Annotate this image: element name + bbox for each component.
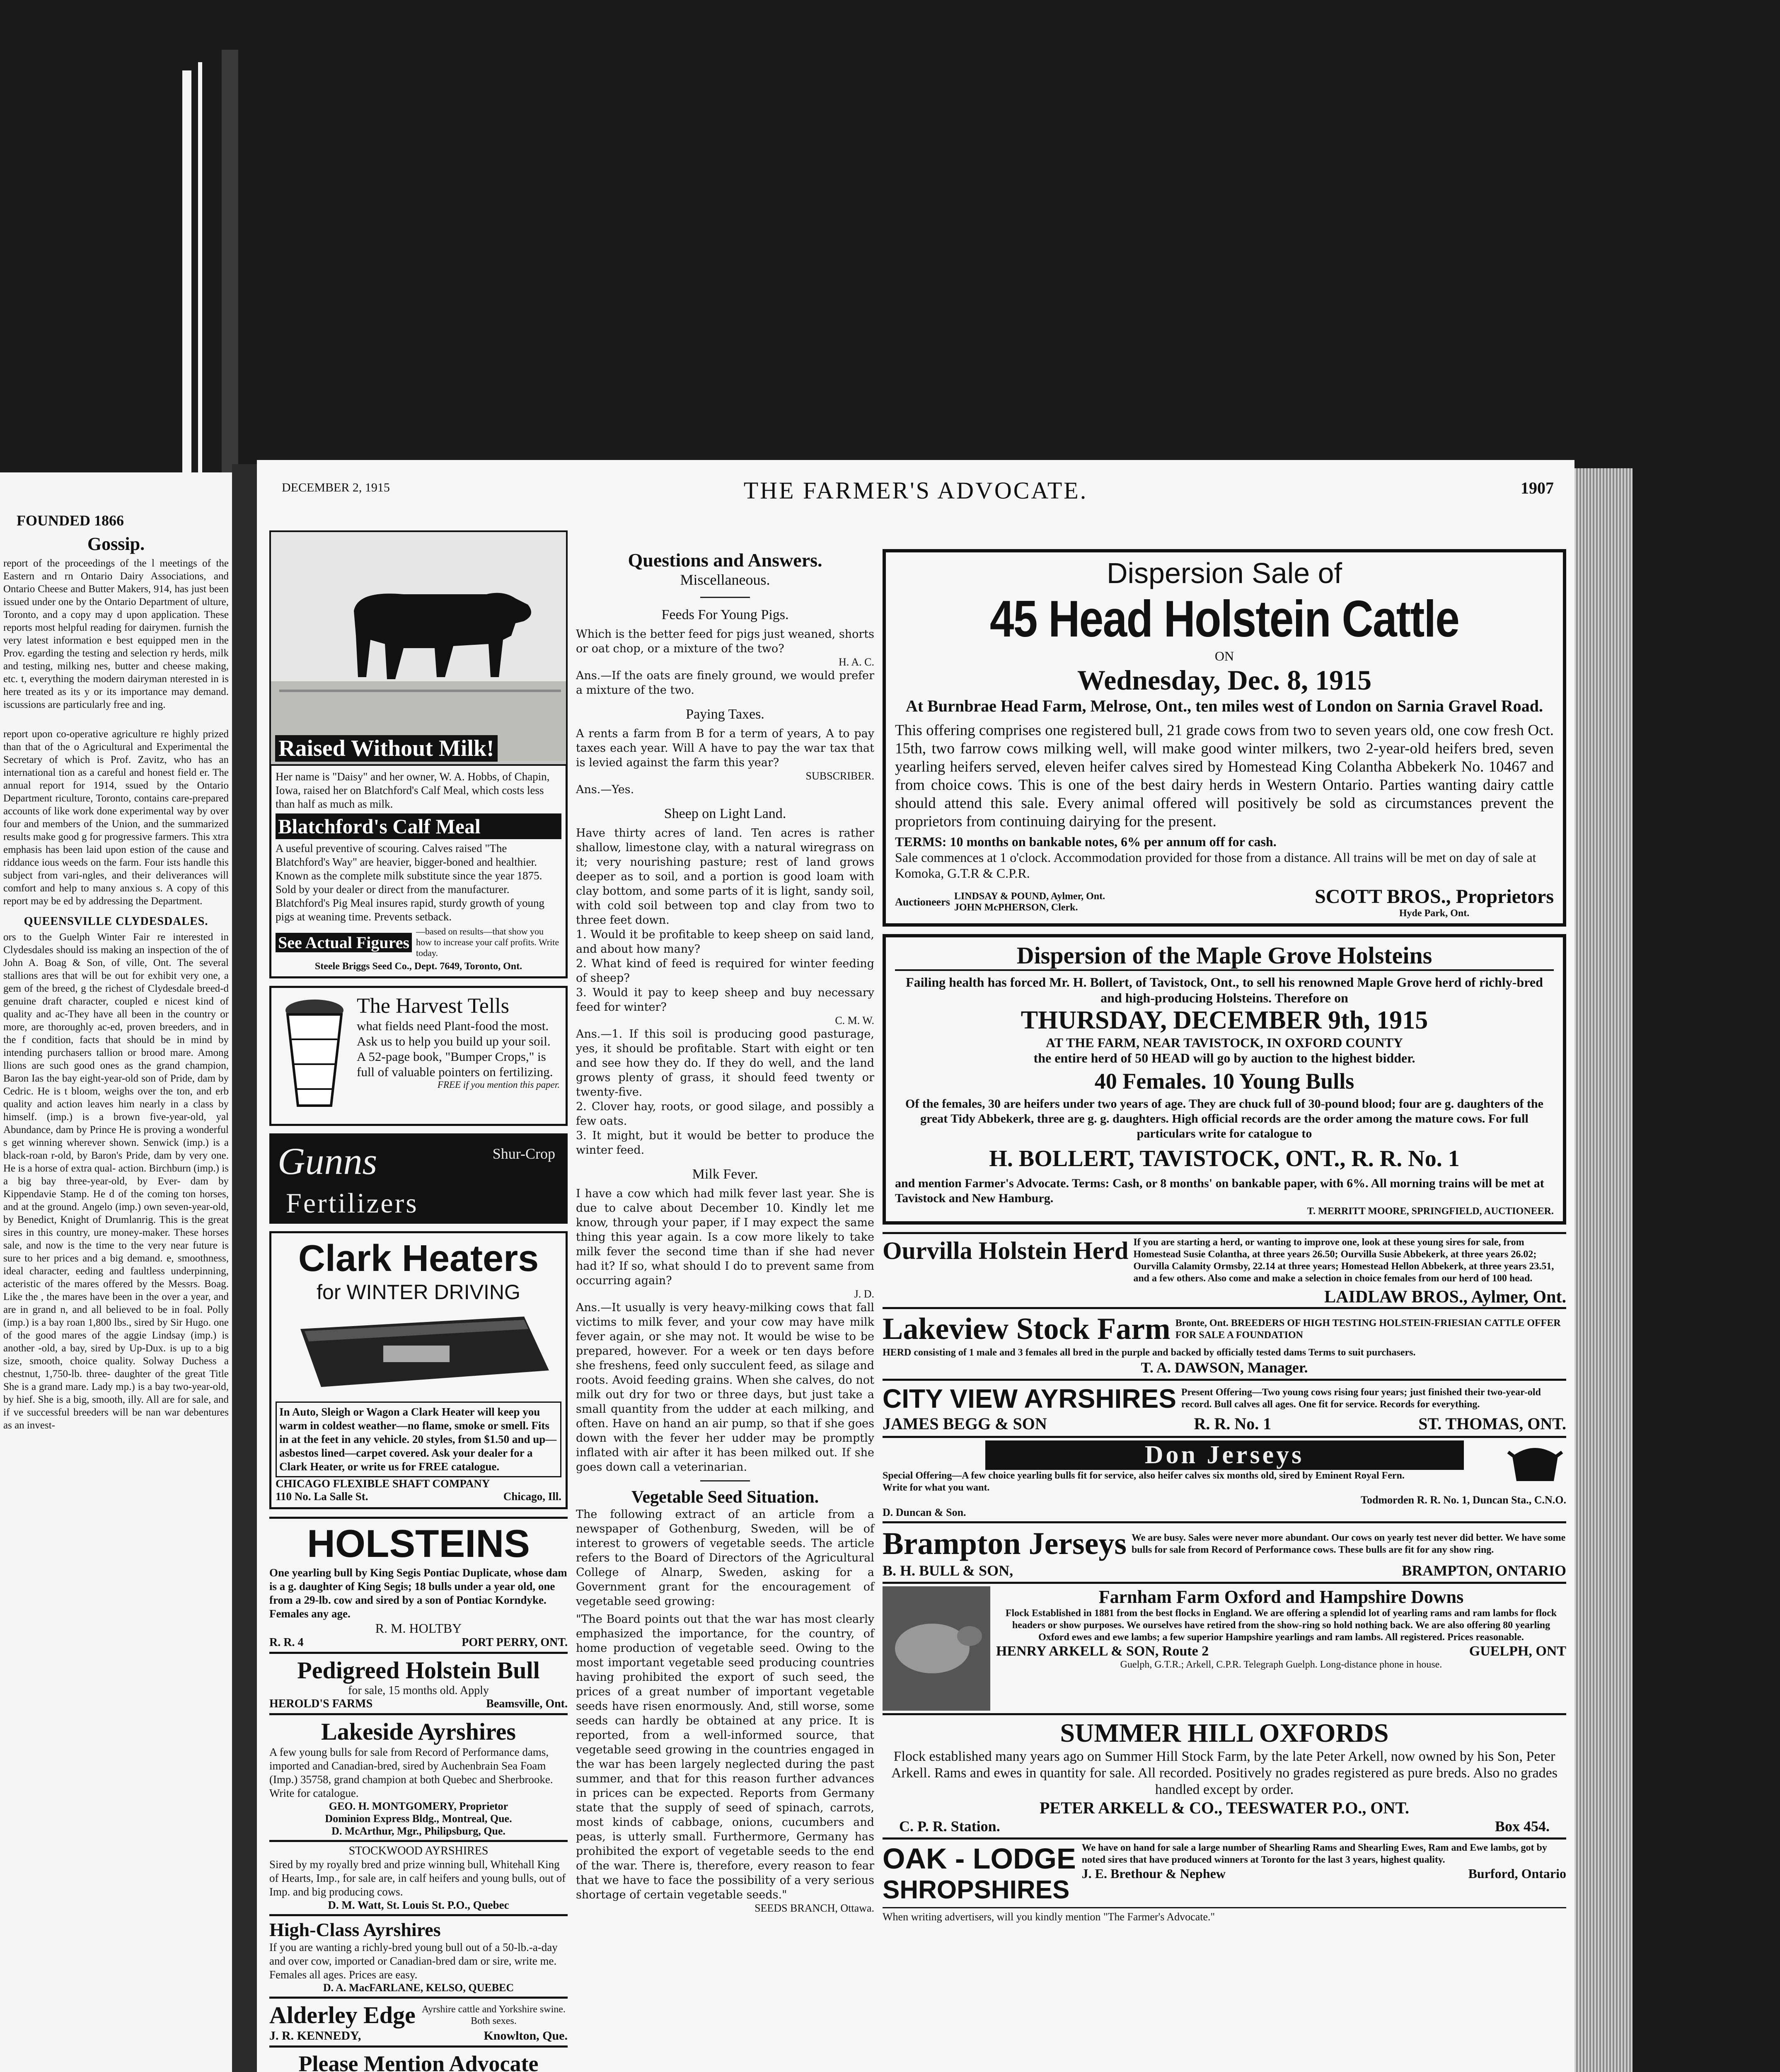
holtby-town: PORT PERRY, ONT.: [462, 1636, 568, 1649]
ourvilla-ad: [883, 1232, 1566, 1287]
summerhill-rail: C. P. R. Station.: [899, 1818, 1000, 1835]
don-text: Special Offering—A few choice yearling bulls fit for service, also heifer calves six months old, sired by Eminent Royal Fern. Write for what you want.: [883, 1470, 1405, 1493]
dispersion-big: 45 Head Holstein Cattle: [989, 591, 1459, 648]
stockwood-text: Sired by my royally bred and prize winning bull, Whitehall King of Hearts, Imp., for sale are, in calf heifers and young bulls, out of Imp. and big producing cows.: [269, 1858, 566, 1898]
maple-females: 40 Females. 10 Young Bulls: [1094, 1069, 1354, 1094]
burnbrae-sale-ad: [883, 549, 1566, 927]
harvest-text: what fields need Plant-food the most. Ask us to help you build up your soil. A 52-page book, "Bumper Crops," is full of valuable pointers on fertilizing.: [357, 1019, 553, 1079]
q1-heading: Feeds For Young Pigs.: [661, 607, 789, 622]
q1-signature: H. A. C.: [839, 656, 874, 668]
gunns-word: Fertilizers: [286, 1187, 418, 1219]
q1-answer: Ans.—If the oats are finely ground, we would prefer a mixture of the two.: [576, 669, 874, 697]
alderley-side: Ayrshire cattle and Yorkshire swine. Both sexes.: [421, 2004, 566, 2026]
q3-answer: 2. Clover hay, roots, or good silage, and possibly a few oats.: [576, 1100, 874, 1128]
left-page: [0, 472, 232, 2072]
don-address: Todmorden R. R. No. 1, Duncan Sta., C.N.O.: [1361, 1494, 1566, 1506]
dispersion-top: Dispersion Sale of: [1106, 557, 1342, 589]
lakeview-manager: T. A. DAWSON, Manager.: [1141, 1359, 1308, 1376]
holsteins-title: HOLSTEINS: [307, 1522, 530, 1565]
dispersion-text: This offering comprises one registered bull, 21 grade cows from two to seven years old, one cow fresh Oct. 15th, two farrow cows milking well, will make good winter milkers, two 2-year-old heifers bred, seven yearling heifers served, eleven heifer calves sired by Homestead King Colantha Abbekerk No. 10467 and from choice cows. This is one of the best dairy herds in Western Ontario. Parties wanting dairy cattle should attend this sale. Every animal offered will positively be sold as circumstances prevent the proprietors from continuing dairying for the present.: [895, 722, 1554, 830]
maple-text: Of the females, 30 are heifers under two years of age. They are chuck full of 30-pound blood; four are g. daughters of the great Tidy Abbekerk, three are g. g. daughters. High official records are the order among the mature cows. For full particulars write for catalogue to: [905, 1097, 1543, 1140]
cityview-text: Present Offering—Two young cows rising four years; just finished their two-year-old record. Bull calves all ages. One fit for service. Records for everything.: [1181, 1387, 1541, 1410]
mention-advocate: Please Mention Advocate: [269, 2045, 568, 2072]
qa-title: Questions and Answers.: [628, 549, 822, 571]
highclass-text: If you are wanting a richly-bred young bull out of a 50-lb.-a-day and over cow, imported or Canadian-bred dam or sire, write me. Females all ages. Prices are easy.: [269, 1941, 558, 1981]
stockwood-owner: D. M. Watt, St. Louis St. P.O., Quebec: [328, 1899, 509, 1911]
lakeview-text: HERD consisting of 1 male and 3 females all bred in the purple and backed by officially tested dams Terms to suit purchasers.: [883, 1347, 1416, 1358]
gunns-ad: [269, 1133, 568, 1224]
cityview-town: ST. THOMAS, ONT.: [1418, 1414, 1566, 1433]
ourvilla-owner: LAIDLAW BROS., Aylmer, Ont.: [1324, 1288, 1566, 1307]
alderley-title: Alderley Edge: [269, 2002, 416, 2028]
dispersion-terms: TERMS: 10 months on bankable notes, 6% per annum off for cash.: [895, 834, 1277, 849]
ads-column-left: [269, 530, 568, 2072]
farnham-ad: [883, 1582, 1566, 1713]
scott-town: Hyde Park, Ont.: [1399, 908, 1470, 919]
q4-text: I have a cow which had milk fever last year. She is due to calve about December 10. Kindly let me know, through your paper, if I may expect the same thing this year again. Is a cow more likely to take milk fever the second time than if she had never had it? If so, what should I do to prevent same from occurring again?: [576, 1187, 874, 1287]
ads-column-right: [883, 549, 1566, 2072]
q2-answer: Ans.—Yes.: [576, 783, 634, 796]
alderley-ad: [269, 1997, 568, 2045]
stockwood-ad: [269, 1840, 568, 1914]
publication-title: THE FARMER'S ADVOCATE.: [743, 477, 1088, 504]
pedigreed-farm: HEROLD'S FARMS: [269, 1697, 373, 1710]
maple-intro: Failing health has forced Mr. H. Bollert, of Tavistock, Ont., to sell his renowned Maple Grove herd of richly-bred and high-producing Holsteins. Therefore on: [906, 975, 1543, 1005]
q1-text: Which is the better feed for pigs just weaned, shorts or oat chop, or a mixture of the two?: [576, 628, 874, 655]
harvest-free: FREE if you mention this paper.: [437, 1080, 560, 1090]
highclass-owner: D. A. MacFARLANE, KELSO, QUEBEC: [323, 1982, 514, 1994]
don-jerseys-ad: [883, 1436, 1566, 1521]
footer-note: When writing advertisers, will you kindly mention "The Farmer's Advocate.": [883, 1907, 1566, 1923]
brampton-owner: B. H. BULL & SON,: [883, 1562, 1013, 1579]
q3-text: Have thirty acres of land. Ten acres is rather shallow, limestone clay, with a natural wiregrass on it; very nourishing pasture; rest of land grows deeper as to soil, and a portion is good loam with clay bottom, and some parts of it is light, sandy soil, with cold soil between top and clay from two to three feet down.: [576, 827, 874, 927]
divider: [700, 597, 750, 598]
summerhill-ad: [883, 1713, 1566, 1837]
maple-terms: and mention Farmer's Advocate. Terms: Cash, or 8 months' on bankable paper, with 6%. All morning trains will be met at Tavistock and New Hamburg.: [895, 1176, 1544, 1205]
q4-heading: Milk Fever.: [692, 1167, 758, 1182]
summerhill-title: SUMMER HILL OXFORDS: [1060, 1718, 1389, 1748]
lakeside-manager: D. McArthur, Mgr., Philipsburg, Que.: [331, 1825, 505, 1837]
q3-answer: Ans.—1. If this soil is producing good pasturage, yes, it should be profitable. Start with eight or ten and see how they do. If they do well, and the land grows plenty of grass, it should feed twenty or twenty-five.: [576, 1028, 874, 1099]
issue-date: DECEMBER 2, 1915: [282, 481, 390, 494]
clark-text: In Auto, Sleigh or Wagon a Clark Heater will keep you warm in coldest weather—no flame, smoke or smell. Fits in at the feet in any vehicle. 20 styles, from $1.50 and up—asbestos lined—carpet covered. Ask your dealer for a Clark Heater, or write us for FREE catalogue.: [276, 1402, 561, 1477]
farnham-owner: HENRY ARKELL & SON, Route 2: [996, 1644, 1209, 1659]
q4-signature: J. D.: [854, 1288, 874, 1300]
clark-city: Chicago, Ill.: [503, 1490, 561, 1503]
stockwood-title: STOCKWOOD AYRSHIRES: [348, 1844, 489, 1857]
maple-place: AT THE FARM, NEAR TAVISTOCK, IN OXFORD COUNTY: [1045, 1035, 1403, 1050]
clydesdales-title: QUEENSVILLE CLYDESDALES.: [24, 915, 208, 928]
farnham-town: GUELPH, ONT: [1469, 1644, 1566, 1659]
highclass-ad: [269, 1914, 568, 1997]
q3-heading: Sheep on Light Land.: [664, 806, 786, 821]
q4-answer: Ans.—It usually is very heavy-milking cows that fall victims to milk fever, and your cow may have milk fever again, or she may not. It would be wise to be prepared, however. For a week or ten days before she freshens, feed only succulent feed, as silage and roots. Avoid feeding grains. When she calves, do not milk out dry for two or three days, but just take a small quantity from the udder at each milking, and often. Have on hand an air pump, so that if she goes down with the fever her udder may be promptly inflated with air after it has been milked out. If she goes down call a veterinarian.: [576, 1301, 874, 1474]
oaklodge-text: We have on hand for sale a large number of Shearling Rams and Shearling Ewes, Ram and Ewe lambs, got by noted sires that have produced winners at Toronto for the last 3 years, highest quality.: [1081, 1842, 1547, 1865]
q3-item: 1. Would it be profitable to keep sheep on said land, and about how many?: [576, 928, 874, 956]
dispersion-place: At Burnbrae Head Farm, Melrose, Ont., ten miles west of London on Sarnia Gravel Road.: [905, 697, 1543, 715]
lakeview-title: Lakeview Stock Farm: [883, 1312, 1171, 1346]
farnham-rail: Guelph, G.T.R.; Arkell, C.P.R. Telegraph Guelph. Long-distance phone in house.: [1120, 1659, 1442, 1670]
q2-heading: Paying Taxes.: [686, 707, 764, 722]
oaklodge-owner: J. E. Brethour & Nephew: [1081, 1866, 1226, 1881]
oaklodge-title2: SHROPSHIRES: [883, 1876, 1070, 1904]
clark-sub: for WINTER DRIVING: [317, 1280, 520, 1304]
q3-item: 2. What kind of feed is required for winter feeding of sheep?: [576, 957, 874, 985]
clark-ad: [269, 1231, 568, 1509]
cityview-ad: [883, 1379, 1566, 1436]
maple-herd: the entire herd of 50 HEAD will go by auction to the highest bidder.: [1033, 1051, 1415, 1065]
oaklodge-title1: OAK - LODGE: [883, 1842, 1076, 1875]
maple-title: Dispersion of the Maple Grove Holsteins: [895, 942, 1554, 971]
questions-column: [576, 549, 874, 2072]
q2-text: A rents a farm from B for a term of years, A to pay taxes each year. Will A have to pay the war tax that is levied against the farm this year?: [576, 727, 874, 769]
brampton-ad: [883, 1521, 1566, 1582]
alderley-town: Knowlton, Que.: [484, 2029, 568, 2043]
auctioneers-names: LINDSAY & POUND, Aylmer, Ont.: [954, 891, 1105, 902]
q3-signature: C. M. W.: [835, 1014, 874, 1026]
maple-grove-ad: [883, 934, 1566, 1225]
auctioneers-clerk: JOHN McPHERSON, Clerk.: [954, 902, 1078, 913]
pedigreed-ad: [269, 1652, 568, 1713]
sheep-illustration: [883, 1586, 990, 1711]
veg-quote: "The Board points out that the war has most clearly emphasized the importance, for the country, of home production of vegetable seed. Owing to the most important vegetable seed producing countries having prohibited the export of such seed, the prices of a great number of important vegetable seeds have risen enormously. And, still worse, some seeds can hardly be obtained at any price. It is reported, from a well-informed source, that vegetable seed growing in the countries engaged in the war has been largely neglected during the past summer, and that for this reason further advances in prices can be expected. Reports from Germany state that the supply of seed of spinach, carrots, most kinds of cabbage, onions, cucumbers and peas, is utterly small. Furthermore, Germany has prohibited the export of vegetable seeds to the end of the war. There is, therefore, every reason to fear that we have to face the possibility of a very serious shortage of certain vegetable seeds.": [576, 1613, 874, 1901]
farnham-text: Flock Established in 1881 from the best flocks in England. We are offering a splendid lot of yearling rams and ram lambs for flock headers or show purposes. We ourselves have retired from the show-ring so hold nothing back. We are also offering 80 yearling Oxford ewes and ewe lambs; a few superior Hampshire yearlings and ram lambs. All registered. Prices reasonable.: [1005, 1608, 1557, 1643]
qa-subtitle: Miscellaneous.: [680, 571, 770, 588]
pedigreed-text: for sale, 15 months old. Apply: [348, 1684, 489, 1697]
gunns-script: Gunns: [278, 1140, 377, 1182]
dispersion-date: Wednesday, Dec. 8, 1915: [1077, 664, 1372, 696]
don-owner: D. Duncan & Son.: [883, 1506, 966, 1518]
alderley-owner: J. R. KENNEDY,: [269, 2029, 361, 2043]
bull-head-icon: [1504, 1440, 1566, 1489]
highclass-title: High-Class Ayrshires: [269, 1919, 441, 1940]
milk-text: Her name is "Daisy" and her owner, W. A. Hobbs, of Chapin, Iowa, raised her on Blatchford's Calf Meal, which costs less than half as much as milk.: [276, 770, 550, 810]
holtby-rr: R. R. 4: [269, 1636, 304, 1649]
report-text: report upon co-operative agriculture re highly prized than that of the o Agricultural and Experimental the Secretary of which is Prof. Zavitz, who has an international tion as a careful and honest field er. The annual report for 1914, ssued by the Ontario Department riculture, Toronto, contains care-prepared accounts of like work done experimental way by over four and members of the Union, and the summarized results make good g for progressive farmers. This xtra emphasis has been laid upon estion of the cause and riddance ious weeds on the farm. Four ists handle this subject from vari-ngles, and their deliverances will comfort and help to many anxious s. A copy of this report may be ed by addressing the Department.: [3, 729, 229, 907]
lakeside-text: A few young bulls for sale from Record of Performance dams, imported and Canadian-bred, sired by Auchenbrain Sea Foam (Imp.) 35758, grand champion at both Quebec and Sherbrooke. Write for catalogue.: [269, 1746, 553, 1799]
see-figures-side: —based on results—that show you how to increase your calf profits. Write today.: [416, 926, 559, 958]
brampton-text: We are busy. Sales were never more abundant. Our cows on yearly test never did better. We have some bulls for sale from Record of Performance cows. These bulls are fit for any show ring.: [1131, 1532, 1566, 1555]
heater-illustration: [276, 1304, 561, 1399]
clark-address: 110 No. La Salle St.: [276, 1490, 368, 1503]
clark-company: CHICAGO FLEXIBLE SHAFT COMPANY: [276, 1477, 490, 1490]
dispersion-on: ON: [1214, 649, 1234, 663]
q3-answer: 3. It might, but it would be better to produce the winter feed.: [576, 1129, 874, 1157]
calf-meal-title: Blatchford's Calf Meal: [276, 813, 561, 839]
don-title: Don Jerseys: [985, 1440, 1464, 1470]
lakeside-owner: GEO. H. MONTGOMERY, Proprietor: [329, 1800, 508, 1812]
oaklodge-ad: [883, 1837, 1566, 1907]
harvest-ad: [269, 986, 568, 1126]
holsteins-text: One yearling bull by King Segis Pontiac Duplicate, whose dam is a g. daughter of King Segis; 18 bulls under a year old, one from a 29-lb. cow and sired by a son of Pontiac Korndyke. Females any age.: [269, 1566, 567, 1620]
brampton-title: Brampton Jerseys: [883, 1526, 1127, 1561]
summerhill-owner: PETER ARKELL & CO., TEESWATER P.O., ONT.: [1039, 1798, 1410, 1817]
ourvilla-title: Ourvilla Holstein Herd: [883, 1237, 1129, 1264]
page-edge: [1574, 468, 1632, 2072]
holtby-ad: [269, 1517, 568, 1652]
cityview-rr: R. R. No. 1: [1194, 1414, 1272, 1433]
pedigreed-title: Pedigreed Holstein Bull: [297, 1657, 540, 1684]
gutter: [232, 464, 257, 2072]
cityview-title: CITY VIEW AYRSHIRES: [883, 1384, 1176, 1414]
summerhill-box: Box 454.: [1495, 1818, 1550, 1835]
see-figures: See Actual Figures: [276, 933, 412, 952]
harvest-title: The Harvest Tells: [357, 994, 509, 1018]
milk-headline: Raised Without Milk!: [275, 735, 498, 762]
cityview-owner: JAMES BEGG & SON: [883, 1414, 1047, 1433]
veg-signature: SEEDS BRANCH, Ottawa.: [755, 1902, 874, 1914]
brampton-town: BRAMPTON, ONTARIO: [1402, 1562, 1566, 1579]
q2-signature: SUBSCRIBER.: [805, 770, 874, 782]
veg-text: The following extract of an article from a newspaper of Gothenburg, Sweden, will be of interest to growers of vegetable seeds. The article refers to the Board of Directors of the Agricultural College of Alnarp, Sweden, asking for a Government grant for the encouragement of vegetable seed growing:: [576, 1508, 874, 1608]
main-page: [257, 460, 1574, 2072]
clydesdales-text: ors to the Guelph Winter Fair re interested in Clydesdales should iss making an inspection of the of John A. Boag & Son, of ville, Ont. The several stallions ares that will be out for exhibit very one, a gem of the breed, g the richest of Clydesdale breed-d genuine draft character, coupled e nicest kind of quality and ac-They have all been in the country or more, are thoroughly ac-ed, proven breeders, and in the f condition, facts that should be in mind by intending purchasers tallion or brood mare. Among llions are such good ones as the grand champion, Baron Ias the bay eight-year-old son of Pride, dam by Cedric. He is t bloom, weighs over the ton, and erb quality and action leaves him nearly in a class by himself. (imp.) is a brown five-year-old, yal Abundance, dam by Prince He is proving a wonderful s get winning wherever shown. Senwick (imp.) is a black-roan r-old, by Baron's Pride, dam by very one. He is a horse of extra qual- action. Birchburn (imp.) is a big bay three-year-old, by Ever- dam by Kippendavie Stamp. He d of the coming ton horses, and at the ground. Angelo (imp.) own seven-year-old, by Benedict, Knight of Drumlanrig. This is the great sires in this country, ure money-maker. These horses sale, and now is the time to the very near future is sure to her prices and a big demand. e, smoothness, ideal character, eeding and faultless underpinning, acteristic of the mares offered by the Messrs. Boag. Like the , the mares have been in the over a year, and are in grand n, and all believed to be in foal. Polly (imp.) is a bay roan 1,800 lbs., sired by Sir Hugo. one of the good mares of the aggie Lindsay (imp.) is another -old, a bay, sired by Up-Dux. is up to a big size, smooth, choice quality. Solway Duchess a chestnut, 1,750-lb. three- daughter of the great Title She is a grand mare. Lady mp.) is a bay two-year-old, by hief. She is a big, smooth, illy. All are for sale, and if ve successful breeders will be nan war debentures as an invest-: [3, 932, 229, 1431]
maple-contact: H. BOLLERT, TAVISTOCK, ONT., R. R. No. 1: [989, 1146, 1460, 1172]
gunns-side: Shur-Crop: [492, 1145, 555, 1162]
scott-bros: SCOTT BROS., Proprietors: [1315, 886, 1554, 908]
farnham-title: Farnham Farm Oxford and Hampshire Downs: [1098, 1587, 1464, 1607]
q3-item: 3. Would it pay to keep sheep and buy necessary feed for winter?: [576, 986, 874, 1014]
cow-illustration: [271, 532, 566, 761]
summerhill-text: Flock established many years ago on Summer Hill Stock Farm, by the late Peter Arkell, now owned by his Son, Peter Arkell. Rams and ewes in quantity for sale. All recorded. Positively no grades registered as pure breds. Also no grades handled except by order.: [891, 1749, 1558, 1797]
gossip-text: report of the proceedings of the l meetings of the Eastern and rn Ontario Dairy Associations, and Ontario Cheese and Butter Makers, 914, has just been issued under one by the Ontario Department of ulture, Toronto, and a copy may d upon application. These reports most helpful reading for dairymen. furnish the very latest information e best equipped men in the Prov. egarding the testing and selection ry herds, milk and testing, milking nes, butter and cheese making, etc. t, everything the modern dairyman nterested in is here treated as its y or its importance may demand. iscussions are particularly free and ing.: [3, 558, 229, 710]
maple-date: THURSDAY, DECEMBER 9th, 1915: [1021, 1006, 1428, 1034]
calf-ad-image: [269, 530, 568, 766]
calf-meal-ad: [269, 766, 568, 978]
holtby-name: R. M. HOLTBY: [375, 1621, 462, 1636]
veg-heading: Vegetable Seed Situation.: [631, 1488, 819, 1507]
basket-icon: [277, 994, 352, 1118]
ourvilla-text: If you are starting a herd, or wanting to improve one, look at these young sires for sale, from Homestead Susie Colantha, at three years 26.50; Ourvilla Susie Abbekerk, at three years 26.02; Ourvilla Calamity Ormsby, 22.14 at three years; Homestead Hellon Abbekerk, at three years 23.51, and a few others. Also come and make a selection in choice females from our herd of 100 head.: [1133, 1237, 1554, 1284]
page-number: 1907: [1521, 479, 1554, 497]
gossip-title: Gossip.: [87, 534, 145, 554]
clark-title: Clark Heaters: [298, 1238, 539, 1279]
lakeside-title: Lakeside Ayrshires: [321, 1718, 516, 1745]
page-header: [257, 460, 1574, 504]
dispersion-sale: Sale commences at 1 o'clock. Accommodation provided for those from a distance. All trains will be met on day of sale at Komoka, G.T.R & C.P.R.: [895, 850, 1536, 881]
calf-meal-text: A useful preventive of scouring. Calves raised "The Blatchford's Way" are heavier, bigger-boned and healthier. Known as the complete milk substitute since the year 1875. Sold by your dealer or direct from the manufacturer. Blatchford's Pig Meal insures rapid, sturdy growth of young pigs at weaning time. Prevents setback.: [276, 842, 545, 923]
divider: [700, 1480, 750, 1481]
pedigreed-town: Beamsville, Ont.: [486, 1697, 568, 1710]
lakeside-building: Dominion Express Bldg., Montreal, Que.: [325, 1813, 512, 1825]
left-folio: FOUNDED 1866: [17, 512, 124, 529]
lakeside-ad: [269, 1713, 568, 1840]
lakeview-side: Bronte, Ont. BREEDERS OF HIGH TESTING HOLSTEIN-FRIESIAN CATTLE OFFER FOR SALE A FOUNDATION: [1175, 1317, 1561, 1341]
steele-address: Steele Briggs Seed Co., Dept. 7649, Toronto, Ont.: [314, 961, 522, 972]
lakeview-ad: [883, 1307, 1566, 1379]
oaklodge-town: Burford, Ontario: [1468, 1866, 1566, 1881]
maple-auctioneer: T. MERRITT MOORE, SPRINGFIELD, AUCTIONEER.: [1307, 1206, 1554, 1217]
auctioneers-label: Auctioneers: [895, 896, 950, 908]
